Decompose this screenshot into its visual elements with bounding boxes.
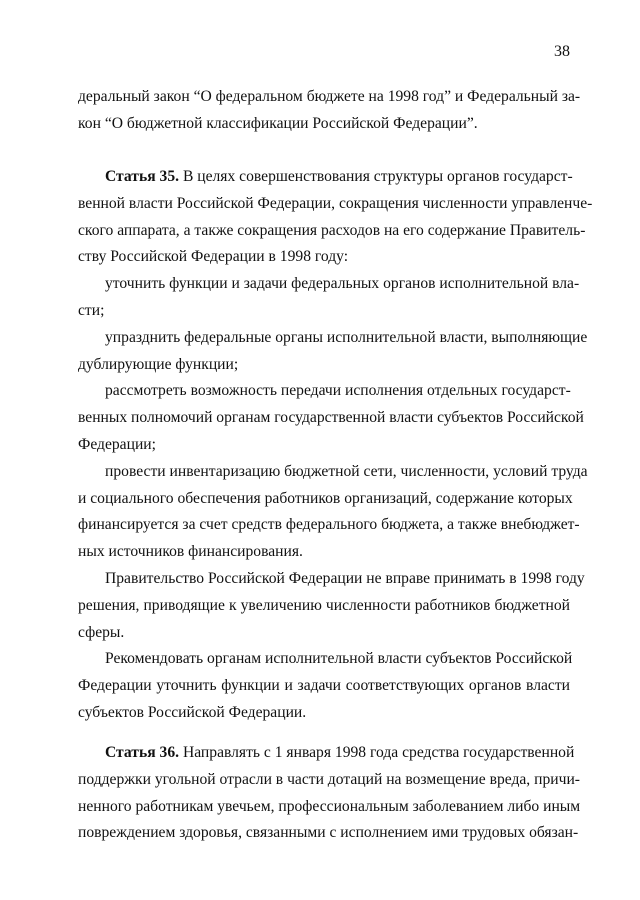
text-line: кон “О бюджетной классификации Российской Федерации”. bbox=[78, 114, 478, 132]
text-line: ных источников финансирования. bbox=[78, 543, 303, 561]
article-35 bbox=[78, 164, 593, 727]
list-item-line: уточнить функции и задачи федеральных органов исполнительной вла- bbox=[105, 275, 580, 293]
text-line: поддержки угольной отрасли в части дотаций на возмещение вреда, причи- bbox=[78, 770, 580, 788]
article-35-label: Статья 35. bbox=[105, 168, 180, 185]
text-line: венной власти Российской Федерации, сокращения численности управленче- bbox=[78, 194, 593, 212]
article-36 bbox=[78, 740, 581, 847]
text-line: Федерации уточнить функции и задачи соответствующих органов власти bbox=[78, 677, 570, 695]
text-span: В целях совершенствования структуры органов государст- bbox=[179, 168, 573, 185]
paragraph-line: Рекомендовать органам исполнительной власти субъектов Российской bbox=[105, 650, 573, 668]
text-line: и социального обеспечения работников организаций, содержание которых bbox=[78, 489, 573, 507]
page-number: 38 bbox=[554, 43, 570, 60]
text-line: ского аппарата, а также сокращения расходов на его содержание Правитель- bbox=[78, 221, 586, 239]
list-item-line: рассмотреть возможность передачи исполнения отдельных государст- bbox=[105, 382, 571, 400]
text-line: деральный закон “О федеральном бюджете на 1998 год” и Федеральный за- bbox=[78, 88, 581, 105]
text-line: сферы. bbox=[78, 623, 125, 641]
list-item-line: провести инвентаризацию бюджетной сети, численности, условий труда bbox=[105, 462, 588, 480]
article-36-heading-line bbox=[78, 740, 575, 767]
text-span: Направлять с 1 января 1998 года средства государственной bbox=[179, 744, 575, 761]
text-line: ненного работникам увечьем, профессиональным заболеванием либо иным bbox=[78, 797, 581, 815]
text-line: дублирующие функции; bbox=[78, 355, 239, 373]
text-line: повреждением здоровья, связанными с исполнением ими трудовых обязан- bbox=[78, 824, 579, 842]
list-item-line: упразднить федеральные органы исполнительной власти, выполняющие bbox=[105, 328, 588, 346]
paragraph-line: Правительство Российской Федерации не вправе принимать в 1998 году bbox=[105, 569, 585, 587]
text-line: субъектов Российской Федерации. bbox=[78, 703, 307, 721]
intro-paragraph bbox=[78, 84, 581, 138]
text-line: венных полномочий органам государственной власти субъектов Российской bbox=[78, 409, 584, 427]
text-line: ству Российской Федерации в 1998 году: bbox=[78, 248, 349, 266]
article-35-heading-line bbox=[78, 164, 573, 191]
text-line: сти; bbox=[78, 301, 105, 319]
text-line: финансируется за счет средств федерального бюджета, а также внебюджет- bbox=[78, 516, 580, 534]
text-line: решения, приводящие к увеличению численности работников бюджетной bbox=[78, 596, 570, 614]
article-36-label: Статья 36. bbox=[105, 744, 180, 761]
text-line: Федерации; bbox=[78, 435, 156, 453]
